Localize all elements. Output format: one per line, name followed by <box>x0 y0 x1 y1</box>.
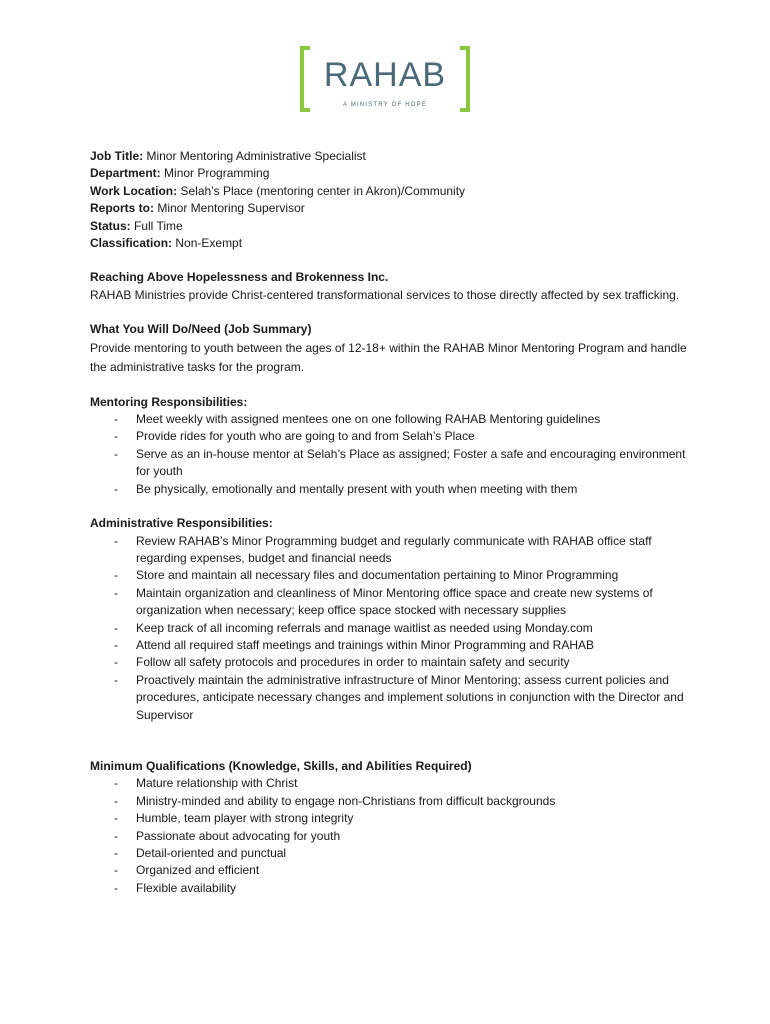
work-location-label: Work Location: <box>90 183 178 198</box>
logo-left-bracket <box>302 48 310 110</box>
logo-tagline: A MINISTRY OF HOPE <box>342 102 428 108</box>
status-value: Full Time <box>134 218 183 233</box>
classification-value: Non-Exempt <box>175 236 243 251</box>
reports-to-value: Minor Mentoring Supervisor <box>157 201 305 216</box>
summary-text: Provide mentoring to youth between the ages of 12-18+ within the RAHAB Minor Mentoring Program and handle the administrative tasks for the program. <box>90 340 687 374</box>
list-item: - Provide rides for youth who are going to and from Selah’s Place <box>90 428 690 445</box>
job-title-row <box>90 148 690 165</box>
list-item: - Passionate about advocating for youth <box>90 828 690 845</box>
classification-label: Classification: <box>90 236 173 251</box>
list-item: - Follow all safety protocols and procedures in order to maintain safety and security <box>90 654 690 671</box>
list-item: - Humble, team player with strong integrity <box>90 810 690 827</box>
mentoring-list <box>90 411 690 498</box>
org-text: RAHAB Ministries provide Christ-centered transformational services to those directly affected by sex trafficking. <box>90 287 680 302</box>
reports-to-label: Reports to: <box>90 201 154 216</box>
administrative-list <box>90 533 690 724</box>
rahab-logo <box>300 46 470 112</box>
list-item: - Detail-oriented and punctual <box>90 845 690 862</box>
job-title-label: Job Title: <box>90 149 144 163</box>
list-item: - Keep track of all incoming referrals and manage waitlist as needed using Monday.com <box>90 620 690 637</box>
list-item: - Store and maintain all necessary files and documentation pertaining to Minor Programming <box>90 567 690 584</box>
list-item: - Review RAHAB’s Minor Programming budget and regularly communicate with RAHAB office staff regarding expenses, budget and financial needs <box>90 533 690 568</box>
classification-row <box>90 235 690 252</box>
reports-to-row <box>90 200 690 217</box>
status-row <box>90 218 690 235</box>
department-value: Minor Programming <box>164 166 270 181</box>
mentoring-heading: Mentoring Responsibilities: <box>90 394 248 409</box>
list-item: - Organized and efficient <box>90 862 690 879</box>
list-item: - Proactively maintain the administrative infrastructure of Minor Mentoring; assess current policies and procedures, anticipate necessary changes and implement solutions in conjunction with the Director and Supervisor <box>90 672 690 724</box>
job-header <box>90 148 690 252</box>
job-description <box>90 148 690 897</box>
list-item: - Mature relationship with Christ <box>90 775 690 792</box>
logo-name: RAHAB <box>323 56 447 94</box>
logo-right-bracket <box>460 48 468 110</box>
list-item: - Be physically, emotionally and mentally present with youth when meeting with them <box>90 481 690 498</box>
department-label: Department: <box>90 166 161 181</box>
qualifications-list <box>90 775 690 897</box>
org-heading: Reaching Above Hopelessness and Brokenness Inc. <box>90 270 389 285</box>
qualifications-heading: Minimum Qualifications (Knowledge, Skills, and Abilities Required) <box>90 758 472 773</box>
list-item: - Maintain organization and cleanliness of Minor Mentoring office space and create new systems of organization when necessary; keep office space stocked with necessary supplies <box>90 585 690 620</box>
summary-heading: What You Will Do/Need (Job Summary) <box>90 322 312 337</box>
list-item: - Ministry-minded and ability to engage non-Christians from difficult backgrounds <box>90 793 690 810</box>
status-label: Status: <box>90 218 131 233</box>
work-location-value: Selah’s Place (mentoring center in Akron)/Community <box>180 183 466 198</box>
department-row <box>90 165 690 182</box>
list-item: - Meet weekly with assigned mentees one on one following RAHAB Mentoring guidelines <box>90 411 690 428</box>
list-item: - Flexible availability <box>90 880 690 897</box>
list-item: - Serve as an in-house mentor at Selah’s Place as assigned; Foster a safe and encouraging environment for youth <box>90 446 690 481</box>
administrative-heading: Administrative Responsibilities: <box>90 516 273 531</box>
job-title-value: Minor Mentoring Administrative Specialist <box>146 149 366 163</box>
list-item: - Attend all required staff meetings and trainings within Minor Programming and RAHAB <box>90 637 690 654</box>
work-location-row <box>90 183 690 200</box>
